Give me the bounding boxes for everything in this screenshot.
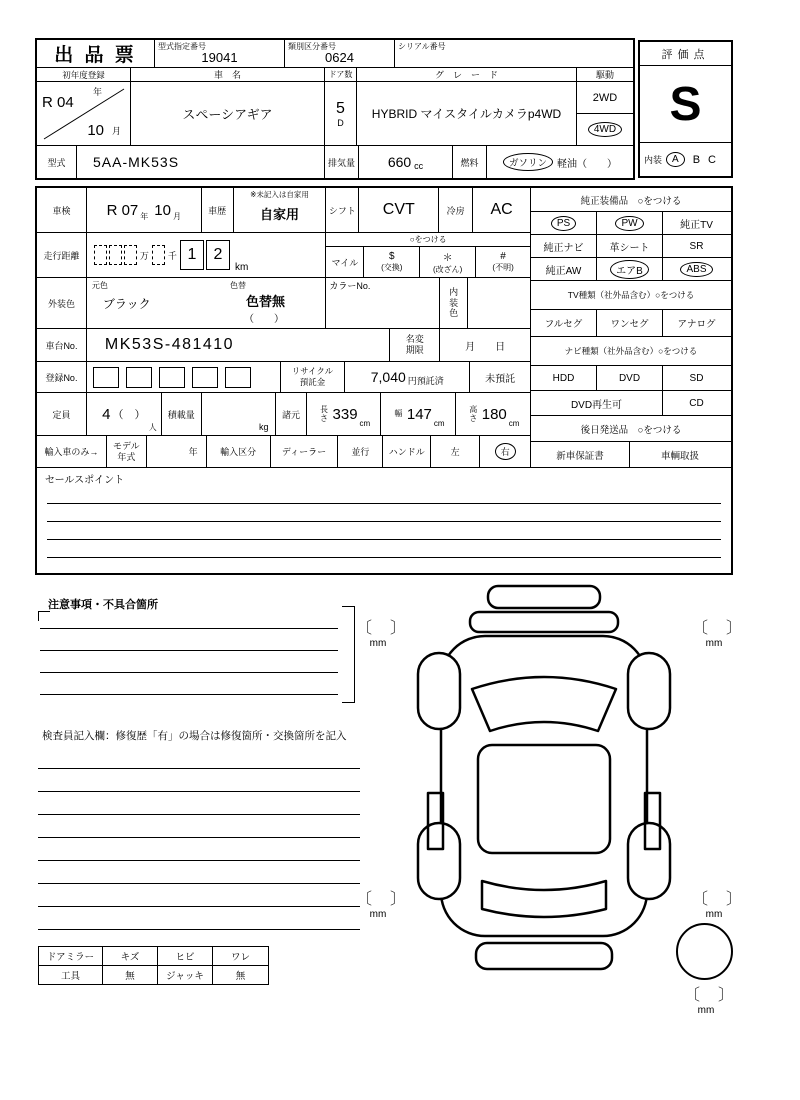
color-change: 色替 色替無 （ ） bbox=[230, 281, 286, 325]
wheel-front-right bbox=[628, 653, 670, 729]
doors-value: 5 bbox=[336, 99, 345, 117]
rear-bumper bbox=[488, 586, 600, 608]
tool-r1c3: ヒビ bbox=[158, 947, 213, 965]
odometer-cell bbox=[87, 233, 327, 277]
table-row bbox=[39, 966, 268, 984]
mm-label: mm bbox=[697, 1005, 715, 1016]
cooling-cell: AC bbox=[490, 201, 513, 218]
displacement-value: 660 bbox=[387, 154, 412, 170]
mile-unknown: # (不明) bbox=[492, 251, 514, 272]
capacity-cell: 4 （ ） 人 bbox=[87, 393, 162, 435]
windshield bbox=[472, 677, 616, 731]
equip-navi: 純正ナビ bbox=[531, 235, 597, 257]
int-color-cell bbox=[468, 278, 530, 328]
model-approval-value: 19041 bbox=[201, 50, 238, 65]
notes-corner-mark bbox=[38, 611, 50, 621]
mm-marker-top-right bbox=[692, 615, 744, 649]
mile-exchange: $ (交換) bbox=[364, 247, 420, 277]
model-approval-cell bbox=[155, 40, 285, 67]
tv-fullseg: フルセグ bbox=[531, 310, 597, 336]
first-reg-year-unit: 年 bbox=[92, 87, 102, 97]
equip-leather: 革シート bbox=[597, 235, 663, 257]
header-section bbox=[35, 38, 635, 180]
ext-color-cell bbox=[87, 278, 327, 328]
spec-width: 幅 147 cm bbox=[381, 393, 456, 435]
navi-sd: SD bbox=[689, 372, 704, 384]
mile-label: マイル bbox=[326, 247, 364, 277]
ruled-line bbox=[38, 883, 360, 884]
odometer-box bbox=[94, 245, 107, 265]
reg-no-box bbox=[159, 367, 185, 388]
car-name-header: 車 名 bbox=[131, 68, 325, 81]
mm-label: mm bbox=[705, 638, 723, 649]
navi-type-header: ナビ種類（社外品含む）○をつける bbox=[531, 337, 731, 366]
later-shipment-header: 後日発送品 ○をつける bbox=[531, 416, 731, 442]
odometer-digit-2: 2 bbox=[206, 240, 230, 270]
mm-marker-spare bbox=[684, 982, 736, 1016]
mile-cell bbox=[326, 233, 530, 277]
ruled-line bbox=[38, 860, 360, 861]
cooling-label: 冷房 bbox=[439, 188, 473, 232]
ruled-line bbox=[47, 557, 721, 558]
car-name-cell bbox=[131, 82, 325, 145]
mm-label: mm bbox=[705, 909, 723, 920]
odometer-unit: km bbox=[234, 262, 249, 273]
fuel-paren: （ ） bbox=[577, 158, 617, 170]
import-parallel: 並行 bbox=[338, 436, 383, 467]
name-change-label: 名変 期限 bbox=[390, 329, 440, 361]
ruled-line bbox=[38, 768, 360, 769]
equip-airbag: エアB bbox=[597, 258, 663, 280]
handle-label: ハンドル bbox=[383, 436, 431, 467]
notes-bracket bbox=[342, 606, 355, 703]
bracket-pair: 〔 〕 bbox=[356, 620, 408, 637]
import-dealer: ディーラー bbox=[271, 436, 339, 467]
int-color-label: 内装色 bbox=[440, 278, 468, 328]
inspection-cell: R 07 年 10 月 bbox=[87, 188, 202, 232]
base-color-value: ブラック bbox=[102, 297, 151, 311]
interior-grade-b: B bbox=[692, 153, 701, 166]
model-year-label: モデル 年式 bbox=[107, 436, 147, 467]
first-reg-cell bbox=[37, 82, 131, 145]
tool-r1c2: キズ bbox=[103, 947, 158, 965]
odometer-box bbox=[152, 245, 165, 265]
ruled-line bbox=[47, 503, 721, 504]
ruled-line bbox=[40, 628, 338, 629]
chassis-cell: MK53S-481410 bbox=[87, 329, 390, 361]
recycle-value-cell: 7,040 円預託済 bbox=[345, 362, 470, 392]
drive-4wd: 4WD bbox=[577, 114, 633, 145]
tool-r2c3: ジャッキ bbox=[158, 966, 213, 984]
fuel-cell bbox=[487, 146, 633, 178]
car-name-value: スペーシアギア bbox=[182, 107, 273, 122]
ruled-line bbox=[40, 672, 338, 673]
ruled-line bbox=[47, 521, 721, 522]
navi-dvd-play: DVD再生可 bbox=[531, 391, 663, 415]
score-value: S bbox=[669, 77, 702, 131]
bracket-pair: 〔 〕 bbox=[692, 891, 744, 908]
bracket-pair: 〔 〕 bbox=[356, 891, 408, 908]
roof-panel bbox=[478, 745, 610, 853]
car-top-view-diagram bbox=[408, 583, 676, 983]
score-section bbox=[638, 40, 733, 178]
wheel-front-left bbox=[418, 653, 460, 729]
handle-right: 右 bbox=[480, 436, 530, 467]
handle-left: 左 bbox=[431, 436, 480, 467]
notes-label: 注意事項・不具合箇所 bbox=[48, 599, 158, 611]
mile-tampered: ＊ (改ざん) bbox=[420, 247, 476, 277]
tv-oneseg: ワンセグ bbox=[597, 310, 663, 336]
sales-point-label: セールスポイント bbox=[45, 475, 125, 486]
equip-header: 純正装備品 ○をつける bbox=[531, 188, 731, 212]
base-color: 元色 ブラック bbox=[91, 281, 151, 311]
mile-header: ○をつける bbox=[326, 233, 530, 247]
ruled-line bbox=[38, 837, 360, 838]
later-warranty: 新車保証書 bbox=[531, 442, 630, 467]
equip-aw: 純正AW bbox=[531, 258, 597, 280]
inspection-label: 車検 bbox=[37, 188, 87, 232]
displacement-cell bbox=[359, 146, 453, 178]
bracket-pair: 〔 〕 bbox=[692, 620, 744, 637]
wheel-rear-right bbox=[628, 823, 670, 899]
navi-cd: CD bbox=[689, 397, 704, 409]
mm-marker-top-left bbox=[356, 615, 408, 649]
ruled-line bbox=[47, 539, 721, 540]
first-reg-month: 10 bbox=[87, 122, 104, 139]
displacement-unit: cc bbox=[414, 161, 424, 171]
interior-grade-a: A bbox=[666, 152, 685, 167]
color-change-value: 色替無 bbox=[246, 294, 286, 309]
inspector-label: 検査員記入欄：修復歴「有」の場合は修復箇所・交換箇所を記入 bbox=[42, 730, 347, 742]
odometer-box bbox=[124, 245, 137, 265]
ruled-line bbox=[38, 791, 360, 792]
serial-cell bbox=[395, 40, 633, 67]
reg-no-label: 登録No. bbox=[37, 362, 87, 392]
name-change-cell: 月 日 bbox=[465, 341, 506, 353]
equip-ps: PS bbox=[531, 212, 597, 234]
ext-color-label: 外装色 bbox=[37, 278, 87, 328]
spec-label: 諸元 bbox=[276, 393, 308, 435]
mm-label: mm bbox=[369, 638, 387, 649]
capacity-label: 定員 bbox=[37, 393, 87, 435]
main-section bbox=[35, 186, 733, 575]
mm-label: mm bbox=[369, 909, 387, 920]
reg-no-box bbox=[126, 367, 152, 388]
drive-header: 駆動 bbox=[595, 70, 614, 80]
odometer-box bbox=[109, 245, 122, 265]
ruled-line bbox=[38, 814, 360, 815]
ruled-line bbox=[38, 929, 360, 930]
doors-cell bbox=[325, 82, 357, 145]
recycle-label: リサイクル 預託金 bbox=[281, 362, 346, 392]
load-label: 積載量 bbox=[162, 393, 202, 435]
first-reg-header: 初年度登録 bbox=[37, 68, 131, 81]
tool-r1c4: ワレ bbox=[230, 952, 250, 963]
odometer-sen: 千 bbox=[167, 250, 177, 261]
recycle-alt: 未預託 bbox=[485, 373, 516, 385]
front-bumper bbox=[476, 943, 612, 969]
fuel-label: 燃料 bbox=[453, 146, 487, 178]
sales-point-section bbox=[37, 468, 731, 573]
first-reg-value: R 04 bbox=[42, 94, 74, 111]
mm-marker-bottom-right bbox=[692, 886, 744, 920]
class-code-label: 類別区分番号 bbox=[288, 42, 336, 51]
tv-analog: アナログ bbox=[677, 319, 716, 330]
history-value: 自家用 bbox=[260, 207, 300, 222]
spare-tire-circle bbox=[676, 923, 733, 980]
equipment-panel bbox=[531, 188, 731, 467]
model-code-label: 型式 bbox=[37, 146, 77, 178]
ruled-line bbox=[40, 650, 338, 651]
ruled-line bbox=[40, 694, 338, 695]
tool-r2c1: 工具 bbox=[39, 966, 103, 984]
color-no-cell: カラーNo. bbox=[326, 278, 440, 328]
model-approval-label: 型式指定番号 bbox=[158, 42, 206, 51]
score-value-cell bbox=[640, 66, 731, 143]
drive-cell bbox=[577, 82, 633, 145]
import-only-label: 輸入車のみ→ bbox=[37, 436, 107, 467]
odometer-man: 万 bbox=[139, 250, 149, 261]
shift-label: シフト bbox=[326, 188, 359, 232]
model-year-cell: 年 bbox=[147, 436, 207, 467]
equip-abs: ABS bbox=[663, 258, 730, 280]
later-manual: 車輌取扱 bbox=[660, 450, 699, 462]
mm-marker-bottom-left bbox=[356, 886, 408, 920]
navi-dvd: DVD bbox=[597, 366, 663, 390]
spec-height: 高さ 180 cm bbox=[469, 404, 520, 428]
equip-tv: 純正TV bbox=[680, 219, 713, 231]
wheel-rear-left bbox=[418, 823, 460, 899]
equip-sr: SR bbox=[689, 240, 704, 252]
equip-pw: PW bbox=[597, 212, 663, 234]
recycle-value: 7,040 bbox=[370, 369, 406, 385]
grade-value: HYBRID マイスタイルカメラp4WD bbox=[371, 107, 562, 121]
tool-r1c1: ドアミラー bbox=[39, 947, 103, 965]
fuel-diesel: 軽油 bbox=[557, 158, 577, 170]
navi-hdd: HDD bbox=[531, 366, 597, 390]
grade-cell bbox=[357, 82, 577, 145]
tailgate-edge bbox=[470, 612, 618, 632]
drive-2wd: 2WD bbox=[577, 82, 633, 114]
doors-header: ドア数 bbox=[325, 68, 357, 81]
class-code-cell bbox=[285, 40, 395, 67]
rear-window bbox=[482, 881, 606, 917]
reg-no-box bbox=[225, 367, 251, 388]
class-code-value: 0624 bbox=[325, 50, 354, 65]
odometer-digit-1: 1 bbox=[180, 240, 204, 270]
fuel-gasoline: ガソリン bbox=[503, 153, 553, 171]
tool-r2c4: 無 bbox=[235, 971, 246, 982]
bracket-pair: 〔 〕 bbox=[684, 987, 736, 1004]
tool-table bbox=[38, 946, 269, 985]
form-title-cell bbox=[37, 40, 155, 67]
reg-no-box bbox=[93, 367, 119, 388]
chassis-label: 車台No. bbox=[37, 329, 87, 361]
tv-type-header: TV種類（社外品含む）○をつける bbox=[531, 281, 731, 310]
grade-header: グ レ ー ド bbox=[357, 68, 577, 81]
interior-grade-label: 内装 bbox=[644, 155, 663, 165]
interior-grade-cell bbox=[640, 143, 731, 176]
first-reg-month-unit: 月 bbox=[111, 126, 121, 136]
serial-label: シリアル番号 bbox=[398, 42, 446, 51]
ruled-line bbox=[38, 906, 360, 907]
shift-cell: CVT bbox=[359, 188, 439, 232]
table-row bbox=[39, 947, 268, 966]
model-code-cell: 5AA-MK53S bbox=[77, 146, 325, 178]
history-note: ※未記入は自家用 bbox=[250, 190, 309, 199]
mileage-label: 走行距離 bbox=[37, 233, 87, 277]
doors-unit: D bbox=[337, 117, 344, 128]
tool-r2c2: 無 bbox=[103, 966, 158, 984]
import-division-label: 輸入区分 bbox=[207, 436, 271, 467]
interior-grade-c: C bbox=[708, 153, 716, 166]
form-title: 出 品 票 bbox=[54, 45, 137, 66]
load-cell: kg bbox=[202, 393, 276, 435]
left-panel bbox=[37, 188, 531, 467]
reg-no-box bbox=[192, 367, 218, 388]
score-header: 評価点 bbox=[640, 42, 731, 66]
reg-no-boxes bbox=[87, 362, 281, 392]
displacement-label: 排気量 bbox=[325, 146, 359, 178]
history-cell bbox=[234, 188, 327, 232]
history-label: 車歴 bbox=[202, 188, 234, 232]
spec-length: 長さ 339 cm bbox=[307, 393, 381, 435]
